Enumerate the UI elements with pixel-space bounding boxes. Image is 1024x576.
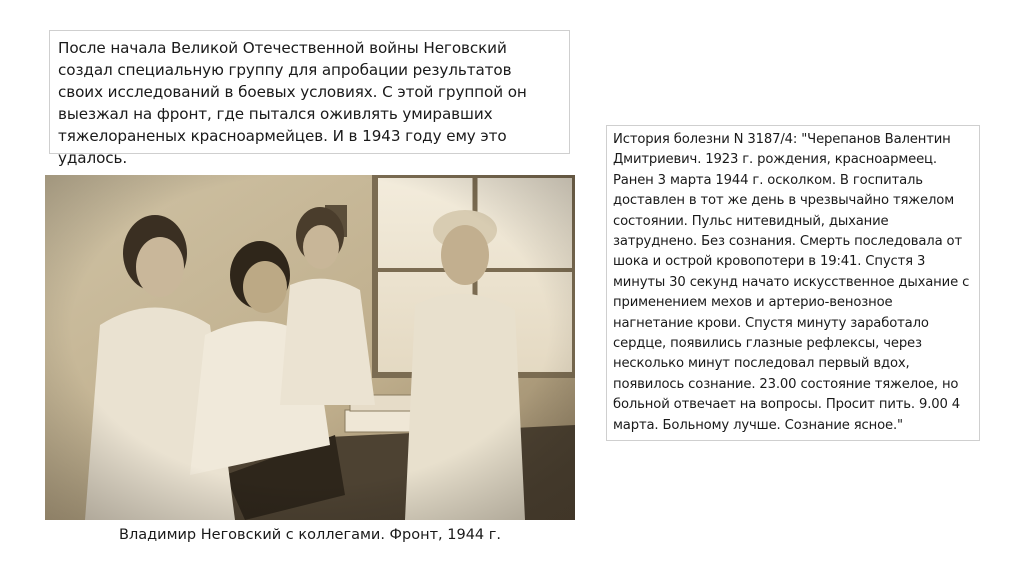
intro-text-box — [49, 30, 570, 167]
intro-text: После начала Великой Отечественной войны Неговский создал специальную группу для апробации результатов своих исследований в боевых условиях. С этой группой он выезжал на фронт, где пытался оживлять умиравших тяжелораненых красноармейцев. И в 1943 году ему это удалось. — [58, 39, 527, 167]
medical-history-text: История болезни N 3187/4: "Черепанов Валентин Дмитриевич. 1923 г. рождения, красноармеец. Ранен 3 марта 1944 г. осколком. В госпиталь доставлен в тот же день в чрезвычайно тяжелом состоянии. Пульс нитевидный, дыхание затруднено. Без сознания. Смерть последовала от шока и острой кровопотери в 19:41. Спустя 3 минуты 30 секунд начато искусственное дыхание с применением мехов и артерио-венозное нагнетание крови. Спустя минуту заработало сердце, появились глазные рефлексы, через несколько минут последовал первый вдох, появилось сознание. 23.00 состояние тяжелое, но больной отвечает на вопросы. Просит пить. 9.00 4 марта. Больному лучше. Сознание ясное." — [613, 132, 970, 433]
medical-history-box — [606, 125, 980, 441]
photo-illustration — [45, 175, 575, 520]
photo-caption: Владимир Неговский с коллегами. Фронт, 1944 г. — [119, 527, 501, 543]
historical-photo — [45, 175, 575, 520]
